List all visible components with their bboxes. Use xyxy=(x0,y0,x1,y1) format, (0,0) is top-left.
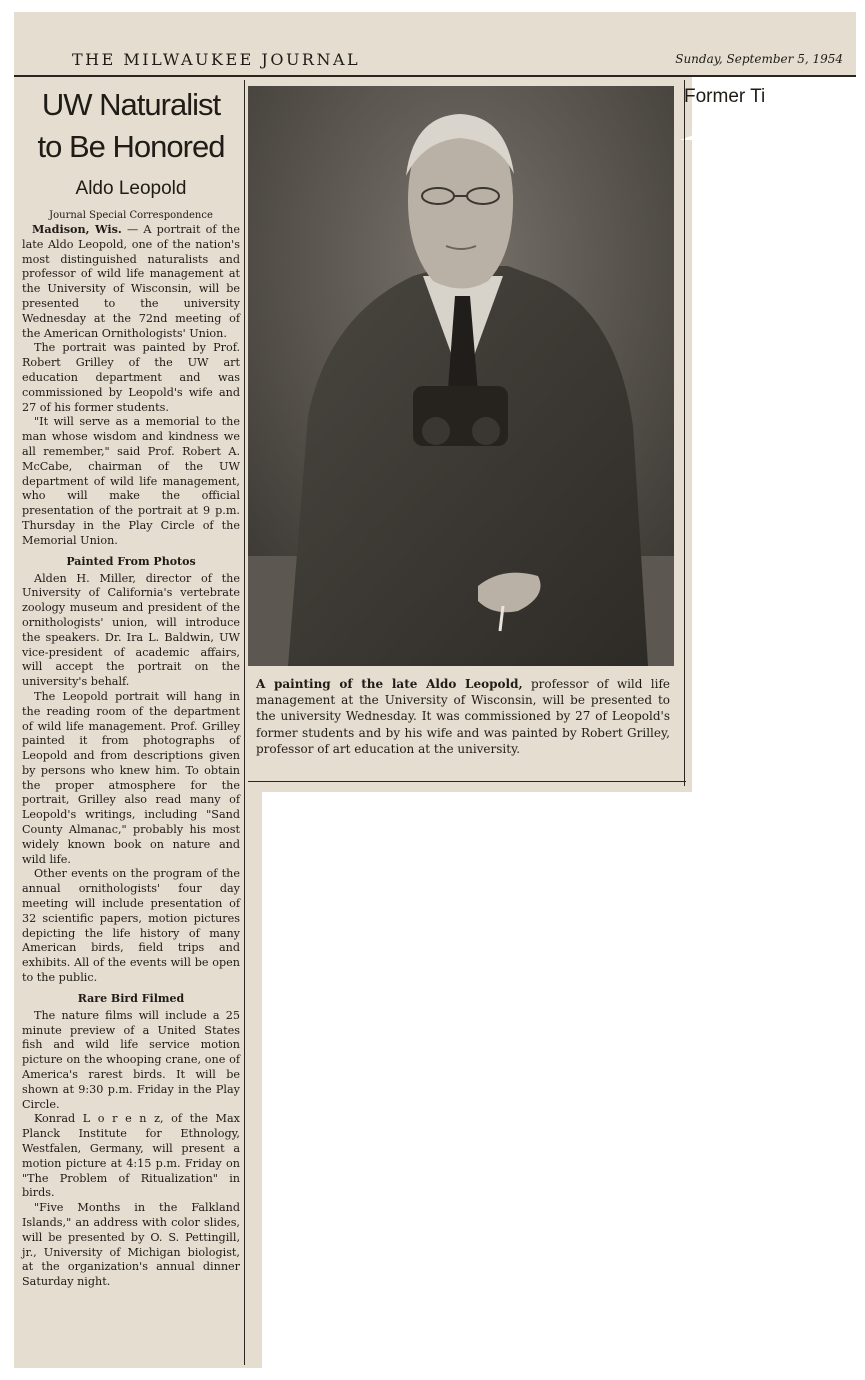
article-paragraph: The nature films will include a 25 minute preview of a United States fish and wild life service motion picture on the whooping crane, one of America's rarest birds. It will be shown at 9:30 p.m. Friday in the Play Circle. xyxy=(22,1008,240,1111)
article-paragraph: The Leopold portrait will hang in the reading room of the department of wild life management. Prof. Grilley painted it from photographs of Leopold and from descriptions given by persons who knew him. To obtain the proper atmosphere for the portrait, Grilley also read many of Leopold's writings, including "Sand County Almanac," probably his most widely known book on nature and wild life. xyxy=(22,689,240,866)
article-column xyxy=(22,84,240,1290)
article-paragraph: "It will serve as a memorial to the man whose wisdom and kindness we all remember," said Prof. Robert A. McCabe, chairman of the UW department of wild life management, who will make the official presentation of the portrait at 9 p.m. Thursday in the Play Circle of the Memorial Union. xyxy=(22,415,240,547)
article-paragraph: Other events on the program of the annual ornithologists' four day meeting will include presentation of 32 scientific papers, motion pictures depicting the life history of many American birds, field trips and exhibits. All of the events will be open to the public. xyxy=(22,867,240,985)
dateline: Madison, Wis. xyxy=(32,222,122,236)
photo-right-rule xyxy=(684,80,685,786)
article-paragraph: Konrad L o r e n z, of the Max Planck Institute for Ethnology, Westfalen, Germany, will present a motion picture at 4:15 p.m. Friday on "The Problem of Ritualization" in birds. xyxy=(22,1112,240,1200)
headline-deck: Aldo Leopold xyxy=(75,178,187,199)
article-paragraph: Alden H. Miller, director of the University of California's vertebrate zoology museum and president of the ornithologists' union, will introduce the speakers. Dr. Ira L. Baldwin, UW vice-president of academic affairs, will accept the portrait on the university's behalf. xyxy=(22,571,240,689)
caption-text: professor of wild life management at the University of Wisconsin, will be presented to the university Wednesday. It was commissioned by 27 of Leopold's former students and by his wife and was painted by Robert Grilley, professor of art education at the university. xyxy=(256,677,671,756)
masthead-paper-name: THE MILWAUKEE JOURNAL xyxy=(72,50,361,69)
headline-line-1: UW Naturalist xyxy=(41,87,221,122)
masthead-rule xyxy=(14,75,856,77)
article-paragraph: The portrait was painted by Prof. Robert Grilley of the UW art education department and was commissioned by Leopold's wife and 27 of his former students. xyxy=(22,341,240,414)
portrait-photo xyxy=(248,86,674,666)
masthead-date: Sunday, September 5, 1954 xyxy=(675,52,843,66)
column-rule xyxy=(244,80,245,1365)
paragraph-text: — A portrait of the late Aldo Leopold, one of the nation's most distinguished naturalists and professor of wild life management at the University of Wisconsin, will be presented to the university Wednesday at the 72nd meeting of the American Ornithologists' Union. xyxy=(22,223,241,340)
subhead-painted-from-photos: Painted From Photos xyxy=(66,554,196,568)
portrait-painting-illustration xyxy=(248,86,674,666)
headline-line-2: to Be Honored xyxy=(37,129,225,164)
adjacent-headline-fragment: Former Ti xyxy=(684,86,766,107)
subhead-rare-bird-filmed: Rare Bird Filmed xyxy=(77,991,185,1005)
caption-lead: A painting of the late Aldo Leopold, xyxy=(256,677,523,691)
byline-credit: Journal Special Correspondence xyxy=(49,210,213,221)
photo-caption xyxy=(256,676,670,757)
article-paragraph: "Five Months in the Falkland Islands," an address with color slides, will be presented by O. S. Pettingill, jr., University of Michigan biologist, at the organization's annual dinner Saturday night. xyxy=(22,1201,240,1289)
article-paragraph xyxy=(22,222,240,341)
caption-bottom-rule xyxy=(248,781,686,782)
